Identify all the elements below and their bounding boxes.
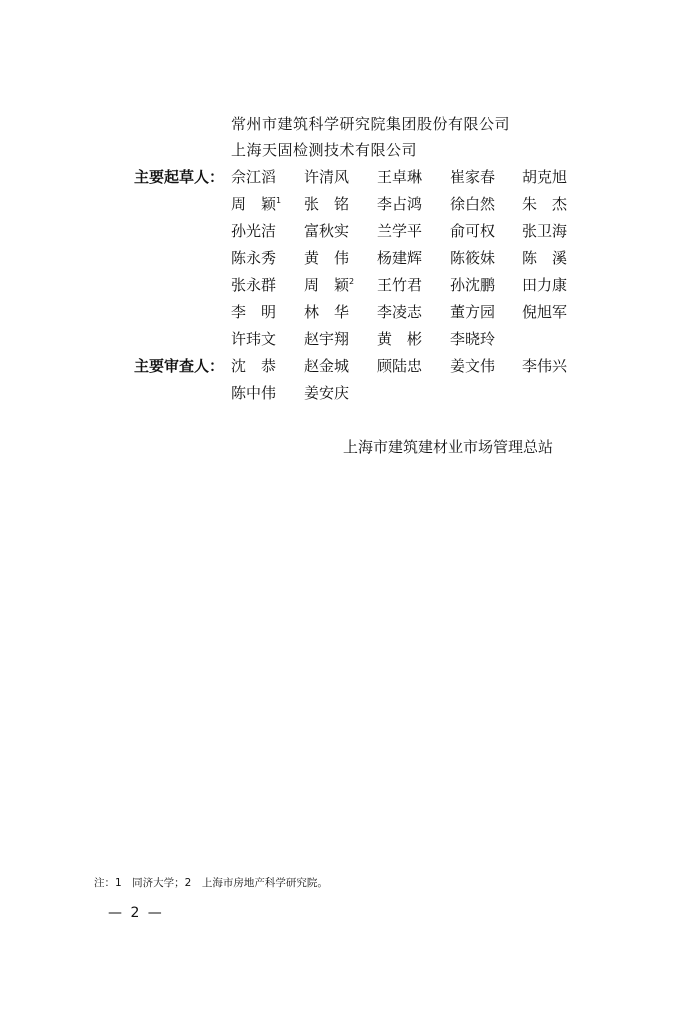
reviewer-name: 顾陆忠 xyxy=(377,357,423,375)
drafter-name: 王竹君 xyxy=(377,276,423,294)
drafters-row-1 xyxy=(231,167,591,187)
drafters-row-7 xyxy=(231,329,591,349)
drafter-name: 徐白然 xyxy=(450,195,496,213)
reviewer-name: 李伟兴 xyxy=(522,357,568,375)
drafter-name: 陈永秀 xyxy=(231,249,277,267)
drafter-name: 董方园 xyxy=(450,303,496,321)
drafter-name: 俞可权 xyxy=(450,222,496,240)
drafter-name: 兰学平 xyxy=(377,222,423,240)
drafter-name: 田力康 xyxy=(522,276,568,294)
drafters-row-2 xyxy=(231,194,591,214)
drafter-name: 崔家春 xyxy=(450,168,496,186)
reviewer-name: 赵金城 xyxy=(304,357,350,375)
drafter-name: 李 明 xyxy=(231,303,277,321)
drafter-name: 许玮文 xyxy=(231,330,277,348)
drafter-name: 张卫海 xyxy=(522,222,568,240)
drafter-name: 孙光洁 xyxy=(231,222,277,240)
reviewers-row-2 xyxy=(231,383,591,403)
drafter-name: 胡克旭 xyxy=(522,168,568,186)
organization-line-2: 上海天固检测技术有限公司 xyxy=(231,141,418,159)
drafter-name: 张 铭 xyxy=(304,195,350,213)
drafter-name: 佘江滔 xyxy=(231,168,277,186)
drafter-name: 李凌志 xyxy=(377,303,423,321)
reviewers-label: 主要审查人： xyxy=(134,357,225,375)
footnote: 注：1 同济大学；2 上海市房地产科学研究院。 xyxy=(94,877,328,889)
drafter-name: 李占鸿 xyxy=(377,195,423,213)
reviewer-name: 姜文伟 xyxy=(450,357,496,375)
drafter-name: 富秋实 xyxy=(304,222,350,240)
organization-line-1: 常州市建筑科学研究院集团股份有限公司 xyxy=(231,115,511,133)
drafter-name: 许清风 xyxy=(304,168,350,186)
drafter-name: 倪旭军 xyxy=(522,303,568,321)
reviewer-name: 姜安庆 xyxy=(304,384,350,402)
page-number: — 2 — xyxy=(108,905,164,921)
drafters-row-6 xyxy=(231,302,591,322)
drafter-name: 朱 杰 xyxy=(522,195,568,213)
affiliation-superscript: 2 xyxy=(349,277,355,286)
drafters-row-5 xyxy=(231,275,591,295)
drafter-name: 赵宇翔 xyxy=(304,330,350,348)
issuing-authority: 上海市建筑建材业市场管理总站 xyxy=(343,438,554,456)
drafter-name: 李晓玲 xyxy=(450,330,496,348)
affiliation-superscript: 1 xyxy=(276,196,282,205)
drafters-label: 主要起草人： xyxy=(134,168,225,186)
reviewer-name: 陈中伟 xyxy=(231,384,277,402)
drafter-name: 黄 彬 xyxy=(377,330,423,348)
drafter-name: 黄 伟 xyxy=(304,249,350,267)
reviewer-name: 沈 恭 xyxy=(231,357,277,375)
drafter-name: 王卓琳 xyxy=(377,168,423,186)
drafter-name: 陈 溪 xyxy=(522,249,568,267)
drafter-name: 张永群 xyxy=(231,276,277,294)
drafters-row-4 xyxy=(231,248,591,268)
drafter-name: 孙沈鹏 xyxy=(450,276,496,294)
drafter-name: 林 华 xyxy=(304,303,350,321)
reviewers-row-1 xyxy=(231,356,591,376)
drafters-row-3 xyxy=(231,221,591,241)
drafter-name: 杨建辉 xyxy=(377,249,423,267)
drafter-name: 陈筱妹 xyxy=(450,249,496,267)
drafter-name: 周 颖$^1$ xyxy=(231,195,282,213)
drafter-name: 周 颖$^2$ xyxy=(304,276,355,294)
